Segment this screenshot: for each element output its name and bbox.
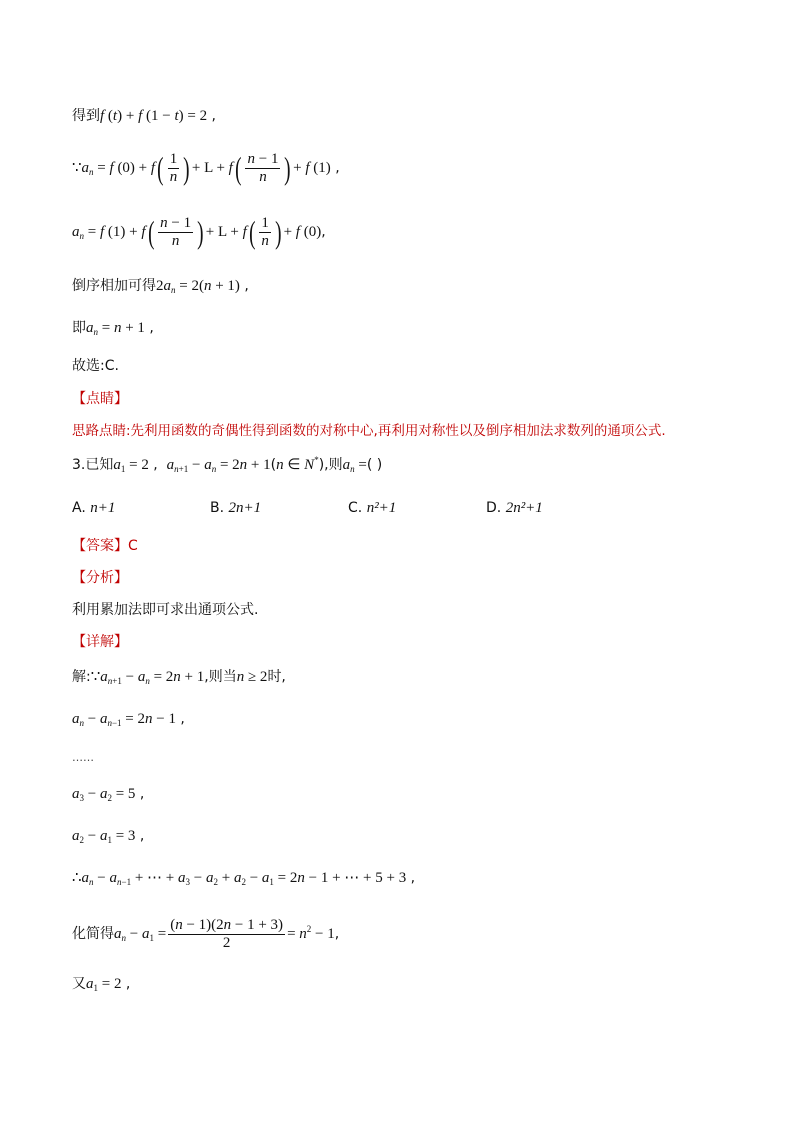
line-reverse-add: 倒序相加可得$2a_n = 2(n + 1)$ , [72, 278, 249, 295]
solution-line-sum: $\therefore a_n - a_{n-1}$ + ⋯ + $a_3 - a_2 + a_2 - a_1 = 2n - 1$ + ⋯ + 5 + 3 , [72, 870, 416, 887]
line-symmetry: 得到f (t) + f (1 − t) = 2 , [72, 108, 216, 124]
tip-text: 思路点睛:先利用函数的奇偶性得到函数的对称中心,再利用对称性以及倒序相加法求数列的通项公式. [72, 423, 666, 439]
solution-line-a2: $a_2 - a_1 = 3$ , [72, 828, 145, 845]
answer: 【答案】C [72, 538, 138, 554]
option-a: A. n+1 [72, 500, 116, 516]
line-choose: 故选:C. [72, 358, 119, 374]
solution-line-1: 解$:\because a_{n+1} - a_n = 2n + 1$,则当n ≥ 2时, [72, 669, 286, 686]
option-d: D. 2n²+1 [486, 500, 543, 516]
line-result: 即$a_n = n + 1$ , [72, 320, 154, 337]
option-b: B. 2n+1 [210, 500, 262, 516]
heading-detail: 【详解】 [72, 634, 128, 650]
analysis-text: 利用累加法即可求出通项公式. [72, 602, 259, 618]
solution-line-2: $a_n - a_{n-1} = 2n - 1$ , [72, 711, 185, 728]
solution-line-simplify: 化简得 $a_n - a_1$ = $\frac{(n - 1)(2n - 1 + 3)}{2}$ = $n^2 - 1$ , [72, 916, 340, 951]
line-an-sum-backward: $a_n = f$ (1) + f( $\frac{n - 1}{n}$ ) + L + f( $\frac{1}{n}$ ) + f (0) , [72, 214, 326, 250]
solution-line-a1: 又$a_1 = 2$ , [72, 976, 131, 993]
option-c: C. n²+1 [348, 500, 397, 516]
line-an-sum-forward: $\because a_n = f$ (0) + f( $\frac{1}{n}$ ) + L + f( $\frac{n - 1}{n}$ ) + f (1) , [72, 150, 340, 186]
question-3: 3.已知$a_1 = 2$ , $a_{n+1} - a_n = 2n + 1(n$ ∈ N*),则$a_n$ =( ) [72, 455, 383, 474]
heading-analysis: 【分析】 [72, 570, 128, 586]
solution-line-a3: $a_3 - a_2 = 5$ , [72, 786, 145, 803]
ellipsis: …… [72, 751, 94, 764]
heading-tip: 【点睛】 [72, 391, 128, 407]
